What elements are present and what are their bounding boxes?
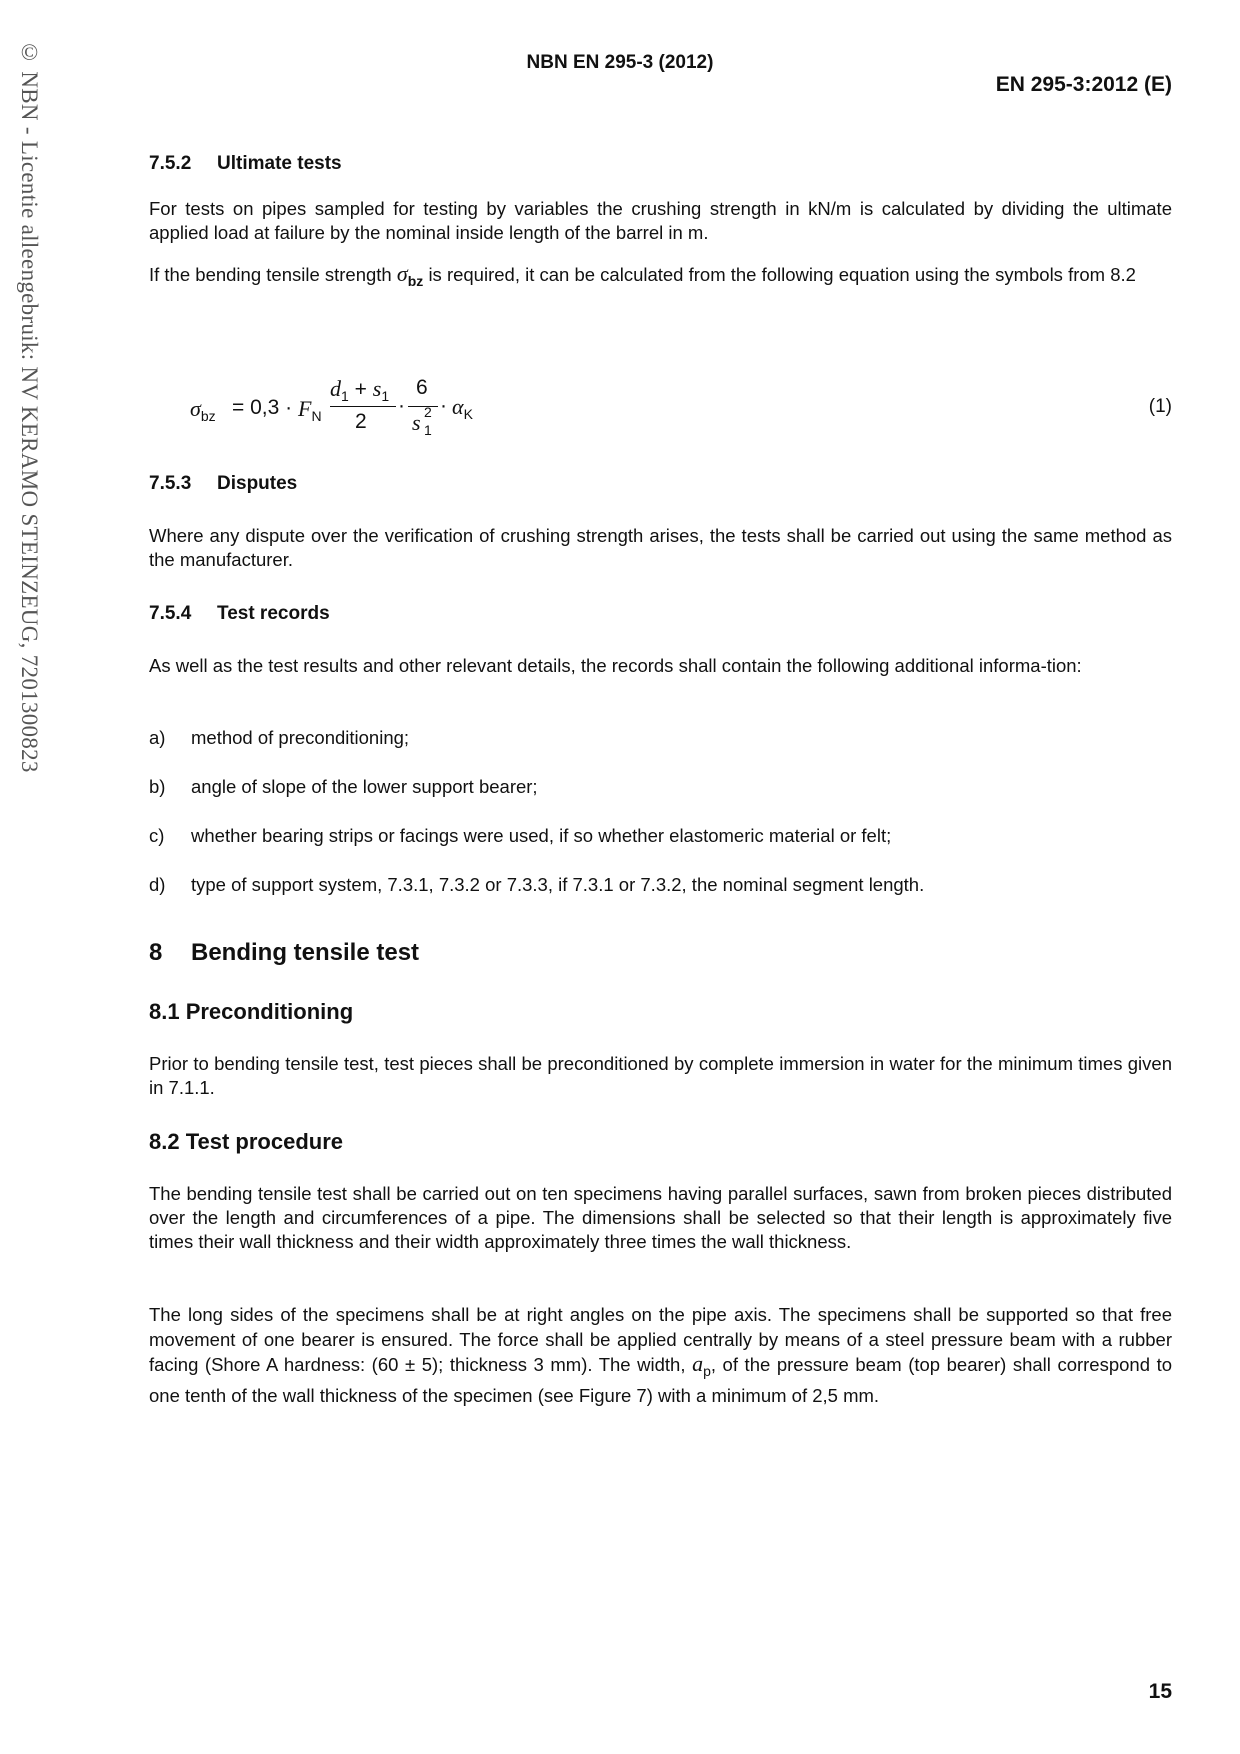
- ap-symbol: a: [692, 1351, 704, 1376]
- header-document-id: EN 295-3:2012 (E): [995, 73, 1172, 96]
- header-standard-id: NBN EN 295-3 (2012): [526, 52, 714, 73]
- list-item: [149, 727, 409, 749]
- heading-8-1: 8.1 Preconditioning: [149, 999, 354, 1024]
- formula-d: d: [330, 376, 341, 401]
- section-number: 7.5.3: [149, 473, 192, 494]
- formula-sigma-sub: bz: [200, 408, 216, 424]
- heading-8-2: 8.2 Test procedure: [149, 1129, 343, 1154]
- formula-numerator-6: 6: [416, 376, 428, 399]
- list-item: [149, 874, 924, 896]
- formula-equals: = 0,3 ·: [232, 396, 293, 419]
- heading-7-5-4: [149, 602, 1172, 626]
- equation-number: (1): [1148, 396, 1172, 417]
- section-title: Ultimate tests: [217, 153, 342, 174]
- sigma-subscript: bz: [407, 273, 424, 289]
- formula-force: F: [298, 396, 312, 421]
- formula-denominator-2: 2: [355, 410, 367, 433]
- sigma-symbol: σ: [396, 261, 408, 286]
- formula-s-den: s: [412, 410, 421, 435]
- list-text: method of preconditioning;: [191, 727, 410, 748]
- list-label: a): [149, 727, 166, 748]
- paragraph-test-procedure-1: The bending tensile test shall be carried out on ten specimens having parallel surfaces, sawn from broken pieces distributed over the length and circumferences of a pipe. The dimensions shall be selected so that their length is approximately five times their wall thickness and their width approximately three times the wall thickness.: [149, 1183, 1172, 1252]
- text-segment: is required, it can be calculated from the following equation using the symbols from 8.2: [428, 264, 1136, 285]
- formula-plus: +: [354, 378, 367, 401]
- list-text: whether bearing strips or facings were used, if so whether elastomeric material or felt;: [191, 825, 892, 846]
- formula-s-den-sub: 1: [424, 422, 432, 438]
- list-item: [149, 825, 891, 847]
- equation-1: [190, 376, 490, 446]
- section-number: 7.5.2: [149, 153, 192, 174]
- paragraph-ultimate-tests: For tests on pipes sampled for testing by variables the crushing strength in kN/m is calculated by dividing the ultimate applied load at failure by the nominal inside length of the barrel in m.: [149, 198, 1172, 243]
- page-number: 15: [1148, 1680, 1172, 1703]
- paragraph-test-records: As well as the test results and other relevant details, the records shall contain the following additional informa-tion:: [149, 655, 1082, 676]
- formula-alpha: α: [452, 394, 464, 419]
- formula-alpha-sub: K: [463, 406, 473, 422]
- formula-s-sub: 1: [381, 388, 390, 404]
- list-label: d): [149, 874, 166, 895]
- paragraph-bending-strength-intro: [149, 262, 1172, 293]
- heading-7-5-2: [149, 152, 1172, 176]
- section-title: Bending tensile test: [191, 939, 420, 966]
- formula-s: s: [372, 376, 382, 401]
- formula-dot-2: ·: [440, 394, 447, 417]
- list-label: c): [149, 825, 165, 846]
- section-number: 7.5.4: [149, 603, 192, 624]
- formula-s-sup: 2: [424, 404, 432, 420]
- copyright-watermark: © NBN - Licentie alleengebruik: NV KERAMO STEINZEUG, 7201300823: [17, 40, 42, 773]
- section-title: Disputes: [217, 473, 298, 494]
- formula-sigma: σ: [190, 396, 201, 421]
- list-text: angle of slope of the lower support bearer;: [191, 776, 538, 797]
- text-segment: If the bending tensile strength: [149, 264, 392, 285]
- fraction-bar-1: [330, 406, 396, 407]
- section-number: 8: [149, 939, 163, 966]
- list-label: b): [149, 776, 166, 797]
- paragraph-test-procedure-2: [149, 1303, 1172, 1408]
- heading-8: [149, 941, 1172, 965]
- list-text: type of support system, 7.3.1, 7.3.2 or 7.3.3, if 7.3.1 or 7.3.2, the nominal segment length.: [191, 874, 925, 895]
- paragraph-disputes: Where any dispute over the verification of crushing strength arises, the tests shall be carried out using the same method as the manufacturer.: [149, 525, 1172, 570]
- ap-subscript: p: [703, 1363, 711, 1379]
- list-item: [149, 776, 538, 798]
- formula-dot-1: ·: [398, 394, 405, 417]
- formula-d-sub: 1: [341, 388, 349, 404]
- fraction-bar-2: [408, 406, 438, 407]
- formula-force-sub: N: [311, 408, 322, 424]
- section-title: Test records: [217, 603, 330, 624]
- text-segment: , of the pressure beam (top bearer) shall correspond to one tenth of the wall thickness of the specimen (see Figure 7) with a minimum of 2,5 mm.: [149, 1354, 1172, 1406]
- heading-7-5-3: [149, 472, 1172, 496]
- paragraph-preconditioning: Prior to bending tensile test, test pieces shall be preconditioned by complete immersion in water for the minimum times given in 7.1.1.: [149, 1053, 1172, 1098]
- text-segment: The long sides of the specimens shall be at right angles on the pipe axis. The specimens shall be supported so that free movement of one bearer is ensured. The force shall be applied centrally by means of a steel pressure beam with a rubber facing (Shore A hardness: (60 ± 5); thickness 3 mm). The width,: [149, 1304, 1172, 1375]
